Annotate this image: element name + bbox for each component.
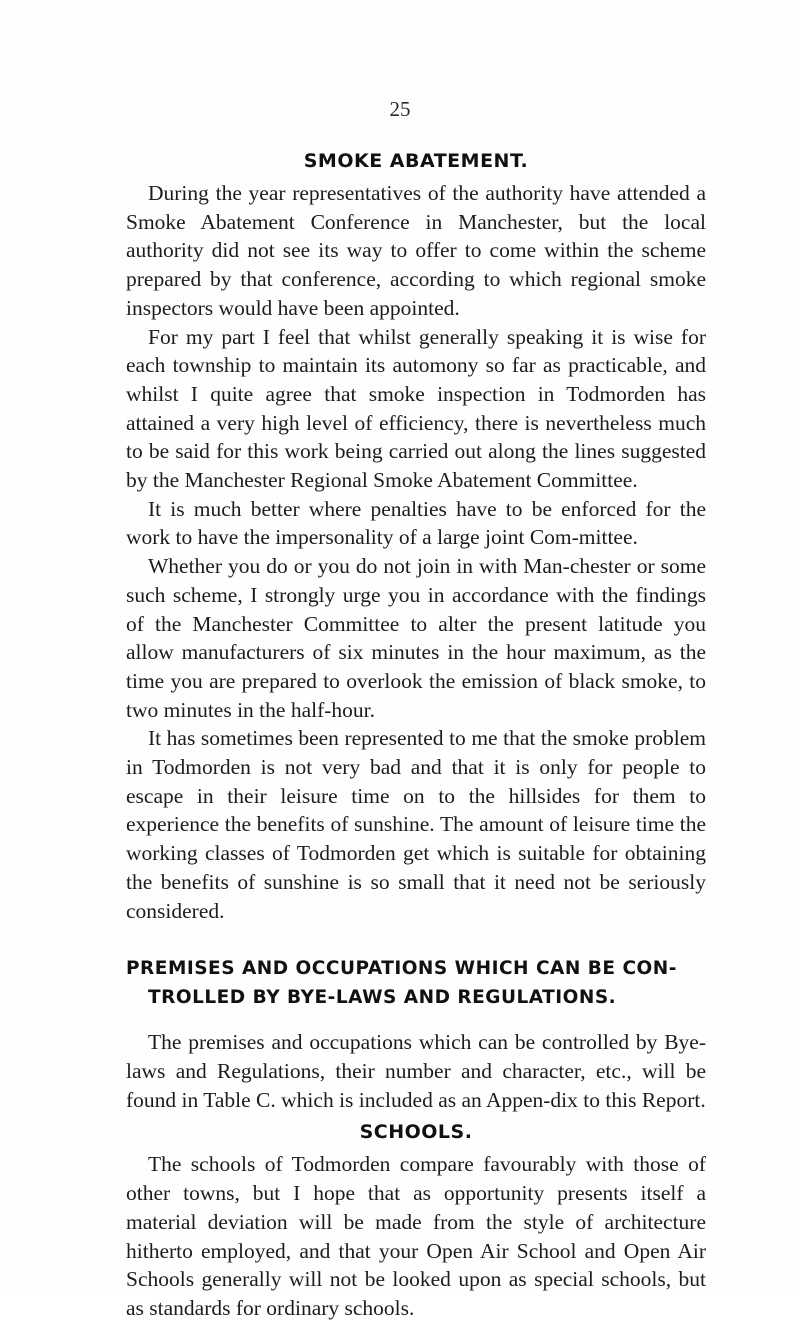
paragraph-latitude: Whether you do or you do not join in with Man-chester or some such scheme, I strongly urge you in accordance with the findings of the Manchester Committee to alter the present latitude you allow manufacturers of six minutes in the hour maximum, as the time you are prepared to overlook the emission of black smoke, to two minutes in the half-hour. — [126, 554, 706, 722]
paragraph-schools: The schools of Todmorden compare favourably with those of other towns, but I hope that as opportunity presents itself a material deviation will be made from the style of architecture hitherto employed, and that your Open Air School and Open Air Schools generally will not be looked upon as special schools, but as standards for ordinary schools. — [126, 1152, 706, 1320]
paragraph-conference: During the year representatives of the authority have attended a Smoke Abatement Conference in Manchester, but the local authority did not see its way to offer to come within the scheme prepared by that conference, according to which regional smoke inspectors would have been appointed. — [126, 181, 706, 320]
paragraph-premises: The premises and occupations which can be controlled by Bye-laws and Regulations, their number and character, etc., will be found in Table C. which is included as an Appen-dix to this Report. — [126, 1030, 706, 1112]
heading-premises — [126, 955, 706, 1012]
paragraph-automony: For my part I feel that whilst generally speaking it is wise for each township to maintain its automony so far as practicable, and whilst I quite agree that smoke inspection in Todmorden has attained a very high level of efficiency, there is nevertheless much to be said for this work being carried out along the lines suggested by the Manchester Regional Smoke Abatement Committee. — [126, 324, 706, 493]
section-schools — [126, 1118, 706, 1322]
section-premises — [126, 955, 706, 1114]
heading-premises-line-1: PREMISES AND OCCUPATIONS WHICH CAN BE CON- — [126, 958, 677, 980]
heading-premises-line-2: TROLLED BY BYE-LAWS AND REGULATIONS. — [148, 986, 617, 1008]
heading-smoke-abatement: SMOKE ABATEMENT. — [303, 150, 529, 172]
section-smoke-abatement — [126, 147, 706, 925]
heading-schools: SCHOOLS. — [359, 1121, 473, 1144]
paragraph-sunshine: It has sometimes been represented to me that the smoke problem in Todmorden is not very bad and that it is only for people to escape in their leisure time on to the hillsides for them to experience the benefits of sunshine. The amount of leisure time the working classes of Todmorden get which is suitable for obtaining the benefits of sunshine is so small that it need not be seriously considered. — [126, 726, 706, 923]
page-content — [126, 147, 706, 1323]
paragraph-penalties: It is much better where penalties have to be enforced for the work to have the impersonality of a large joint Com-mittee. — [126, 496, 706, 550]
page-number: 25 — [389, 97, 411, 121]
